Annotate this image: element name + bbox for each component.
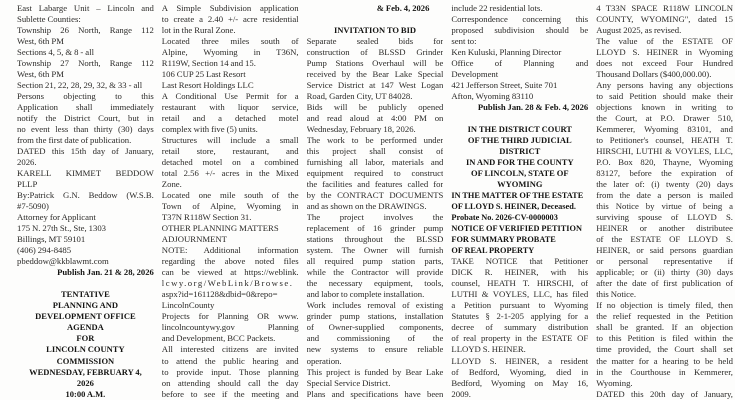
text-line: Alpine, Wyoming in T36N, xyxy=(161,47,299,58)
text-line: Sublette Counties: xyxy=(17,14,81,25)
text-line: PLANNING AND xyxy=(52,300,118,311)
text-line: Zone. xyxy=(161,179,182,190)
text-line: HEINER, or said persons guardian xyxy=(596,245,733,256)
text-line: after the date of first publication of xyxy=(596,278,733,289)
text-line: furnishing all labor, materials and xyxy=(306,157,444,168)
text-line: 4 T33N SPACE R118W LINCOLN xyxy=(596,3,733,13)
text-line: August 2025, as revised. xyxy=(596,25,682,36)
text-line: LINCOLN COUNTY xyxy=(46,344,125,355)
text-line: lot in the Rural Zone. xyxy=(161,25,236,36)
notice-invitation-to-bid xyxy=(307,3,444,400)
text-line: this Notice by virtue of being a xyxy=(596,201,733,212)
text-line: TENTATIVE xyxy=(60,289,110,300)
text-line: restaurant with liquor service, xyxy=(161,102,299,113)
text-line: Publish Jan. 28 & Feb. 4, 2026 xyxy=(477,102,589,113)
text-line: Sections 4, 5, & 8 - all xyxy=(17,47,94,58)
text-line: A Conditional Use Permit for a xyxy=(161,91,299,102)
text-line: Application shall immediately xyxy=(17,102,154,113)
text-line: WYOMING xyxy=(497,179,543,190)
text-line: TAKE NOTICE that Petitioner xyxy=(451,256,589,267)
text-line: to create a 2.40 +/- acre residential xyxy=(161,14,299,25)
text-line: by the CONTRACT DOCUMENTS xyxy=(306,190,444,201)
spacer xyxy=(17,278,154,289)
text-line: Last Resort Holdings LLC xyxy=(161,80,254,91)
text-line: (406) 294-8485 xyxy=(17,245,72,256)
spacer xyxy=(451,113,588,124)
text-line: All interested citizens are invited xyxy=(161,344,299,355)
text-line: a Petition pursuant to Wyoming xyxy=(451,300,589,311)
text-line: and read aloud at 4:00 PM on xyxy=(306,113,444,124)
text-line: LLOYD S. HEINER in Wyoming xyxy=(596,47,733,58)
text-line: 421 Jefferson Street, Suite 701 xyxy=(451,80,558,91)
text-line: OF LINCOLN, STATE OF xyxy=(471,168,569,179)
text-line: 2026. xyxy=(17,157,37,168)
spacer xyxy=(307,14,444,25)
text-line: and as shown on the DRAWINGS. xyxy=(306,201,427,212)
text-line: Separate sealed bids for xyxy=(306,36,444,47)
text-line: of Bedford, Wyoming, died in xyxy=(451,366,589,377)
text-line: regarding the above noted files xyxy=(161,256,299,267)
text-line: LincolnCounty xyxy=(161,300,215,311)
text-line: IN AND FOR THE COUNTY xyxy=(465,157,574,168)
text-line: PLLP xyxy=(17,179,38,190)
text-line: to said Petition should make their xyxy=(596,91,733,102)
text-line: Structures will include a small xyxy=(161,135,299,146)
text-line: proposed subdivision should be xyxy=(451,25,589,36)
text-line: Service District at 147 West Logan xyxy=(306,80,444,91)
text-line: Wyoming. xyxy=(596,377,633,388)
text-line: to provide input. Those planning xyxy=(161,366,299,377)
text-line: Probate No. 2026-CV-0000003 xyxy=(451,213,558,223)
text-line: to Petitioner's counsel, HEATH T. xyxy=(596,135,733,146)
text-line: Wednesday, February 18, 2026. xyxy=(306,124,416,135)
text-line: notify the District Court, but in xyxy=(17,113,154,124)
text-line: KARELL KIMMET BEDDOW xyxy=(17,168,154,179)
text-line: COMMISSION xyxy=(56,355,115,366)
text-line: all required pump station parts, xyxy=(306,256,444,267)
text-line: detached motel on a combined xyxy=(161,157,299,168)
text-line: complex with five (5) units. xyxy=(161,124,258,135)
notice-oil-gas-application xyxy=(17,3,154,400)
notice-planning-agenda-items xyxy=(162,3,299,400)
text-line: 2009. xyxy=(451,388,471,399)
text-line: Special Service District. xyxy=(306,377,391,388)
text-line: while the Contractor will provide xyxy=(306,267,444,278)
text-line: decree of summary distribution xyxy=(451,322,589,333)
text-line: of the ESTATE OF LLOYD S. xyxy=(596,234,733,245)
text-line: shall be granted. If an objection xyxy=(596,322,733,333)
text-line: If no objection is timely filed, then xyxy=(596,300,733,311)
text-line: FOR SUMMARY PROBATE xyxy=(451,235,556,245)
text-line: R119W, Section 14 and 15. xyxy=(161,58,256,69)
text-line: The value of the ESTATE OF xyxy=(596,36,733,47)
text-line: of real property in the ESTATE OF xyxy=(451,333,589,344)
text-line: Thousand Dollars ($400,000.00). xyxy=(596,69,712,80)
text-line: 175 N. 27th St., Ste, 1303 xyxy=(17,223,107,234)
text-line: surviving spouse of LLOYD S. xyxy=(596,212,733,223)
text-line: COUNTY, WYOMING", dated 15 xyxy=(596,14,733,25)
text-line: Located three miles south of xyxy=(161,36,299,47)
text-line: East Labarge Unit – Lincoln and xyxy=(17,3,154,13)
text-line: Office of Planning and xyxy=(451,58,589,69)
text-line: does not exceed Four Hundred xyxy=(596,58,733,69)
text-line: IN THE DISTRICT COURT xyxy=(467,124,572,135)
text-line: and labor to complete installation. xyxy=(306,289,425,300)
text-line: West, 6th PM xyxy=(17,69,64,80)
text-line: 10:00 A.M. xyxy=(65,388,106,399)
text-line: OTHER PLANNING MATTERS xyxy=(161,223,279,234)
text-line: lcwy.org/WebLink/Browse. xyxy=(161,278,294,289)
text-line: received by the Bear Lake Special xyxy=(306,69,444,80)
text-line: This project is funded by Bear Lake xyxy=(306,366,444,377)
text-line: and Development, BCC Packets. xyxy=(161,333,276,344)
text-line: Pump Stations Overhaul will be xyxy=(306,58,444,69)
text-line: the later of: (i) twenty (20) days xyxy=(596,179,733,190)
text-line: retail store, restaurant, and xyxy=(161,146,299,157)
text-line: new systems to ensure reliable xyxy=(306,344,444,355)
text-line: and commissioning of the xyxy=(306,333,444,344)
text-line: Any persons having any objections xyxy=(596,80,733,91)
text-line: DEVELOPMENT OFFICE xyxy=(35,311,136,322)
text-line: construction of BLSSD Grinder xyxy=(306,47,444,58)
text-line: pbeddow@kkblawmt.com xyxy=(17,256,109,267)
text-line: The work to be performed under xyxy=(306,135,444,146)
text-line: DISTRICT xyxy=(499,146,541,157)
text-line: Township 26 North, Range 112 xyxy=(17,25,154,36)
notice-estate-objections xyxy=(596,3,733,400)
text-line: stations throughout the BLSSD xyxy=(306,234,444,245)
text-line: INVITATION TO BID xyxy=(333,25,417,36)
text-line: Kemmerer, Wyoming 83101, and xyxy=(596,124,733,135)
text-line: ADJOURNMENT xyxy=(161,234,227,245)
text-line: Plans and specifications have been xyxy=(306,388,444,399)
text-line: Development xyxy=(451,69,499,80)
text-line: DATED this 20th day of January, xyxy=(596,388,733,399)
text-line: NOTE: Additional information xyxy=(161,245,299,256)
text-line: The project involves the xyxy=(306,212,444,223)
text-line: of Owner-supplied components, xyxy=(306,322,444,333)
text-line: Ken Kuluski, Planning Director xyxy=(451,47,562,58)
text-line: OF THE THIRD JUDICIAL xyxy=(467,135,572,146)
text-line: Billings, MT 59101 xyxy=(17,234,86,245)
text-line: grinder pump stations, installation xyxy=(306,311,444,322)
text-line: FOR xyxy=(76,333,95,344)
text-line: Township 27 North, Range 112 xyxy=(17,58,154,69)
text-line: By:Patrick G.N. Beddow (W.S.B. xyxy=(17,190,154,201)
text-line: LLOYD S. HEINER. xyxy=(451,344,526,355)
text-line: #7-5090) xyxy=(17,201,49,212)
text-line: Section 21, 22, 28, 29, 32, & 33 - all xyxy=(17,80,143,91)
text-line: Road, Garden City, UT 84028. xyxy=(306,91,413,102)
text-line: the Court, at P.O. Drawer 510, xyxy=(596,113,733,124)
text-line: Work includes removal of existing xyxy=(306,300,444,311)
text-line: no event less than thirty (30) days xyxy=(17,124,154,135)
text-line: Correspondence concerning this xyxy=(451,14,589,25)
text-line: time provided, the Court shall set xyxy=(596,344,733,355)
text-line: P.O. Box 820, Thayne, Wyoming xyxy=(596,157,733,168)
text-line: counsel, HEATH T. HIRSCHI, of xyxy=(451,278,589,289)
text-line: this project shall consist of xyxy=(306,146,444,157)
text-line: Afton, Wyoming 83110 xyxy=(451,91,534,102)
text-line: 83127, before the expiration of xyxy=(596,168,733,179)
text-line: in the Courthouse in Kemmerer, xyxy=(596,366,733,377)
text-line: Attorney for Applicant xyxy=(17,212,96,223)
text-line: IN THE MATTER OF THE ESTATE xyxy=(451,191,584,201)
text-line: aspx?id=161128&dbid=0&repo= xyxy=(161,289,278,300)
text-line: West, 6th PM xyxy=(17,36,64,47)
text-line: the necessary equipment, tools, xyxy=(306,278,444,289)
text-line: & Feb. 4, 2026 xyxy=(376,3,430,13)
text-line: to this Petition is filed within the xyxy=(596,333,733,344)
text-line: objections known in writing to xyxy=(596,102,733,113)
text-line: equipment required to construct xyxy=(306,168,444,179)
text-line: Persons objecting to this xyxy=(17,91,154,102)
text-line: HIRSCHI, LUTHI & VOYLES, LLC, xyxy=(596,146,733,157)
text-line: the relief requested in the Petition xyxy=(596,311,733,322)
text-line: AGENDA xyxy=(66,322,104,333)
text-line: LLOYD S. HEINER, a resident xyxy=(451,355,589,366)
text-line: replacement of 16 grinder pump xyxy=(306,223,444,234)
text-line: OF REAL PROPERTY xyxy=(451,246,535,256)
text-line: 2026 xyxy=(76,377,94,388)
text-line: Town of Alpine, Wyoming in xyxy=(161,201,299,212)
text-line: before to see if the meeting and xyxy=(161,388,299,399)
notice-district-court-petition xyxy=(451,3,588,400)
text-line: operation. xyxy=(306,355,342,366)
text-line: Bedford, Wyoming on May 16, xyxy=(451,377,589,388)
text-line: Projects for Planning OR www. xyxy=(161,311,299,322)
text-line: A Simple Subdivision application xyxy=(161,3,299,13)
text-line: WEDNESDAY, FEBRUARY 4, xyxy=(29,366,142,377)
text-line: Bids will be publicly opened xyxy=(306,102,444,113)
text-line: this Notice. xyxy=(596,289,637,300)
text-line: DICK R. HEINER, with his xyxy=(451,267,589,278)
text-line: on attending should call the day xyxy=(161,377,299,388)
text-line: OF LLOYD S. HEINER, Deceased. xyxy=(451,202,576,212)
text-line: sent to: xyxy=(451,36,477,47)
text-line: retail and a detached motel xyxy=(161,113,299,124)
text-line: from the first date of publication. xyxy=(17,135,132,146)
text-line: LUTHI & VOYLES, LLC, has filed xyxy=(451,289,589,300)
text-line: lincolncountywy.gov Planning xyxy=(161,322,299,333)
text-line: system. The Owner will furnish xyxy=(306,245,444,256)
text-line: applicable; or (ii) thirty (30) days xyxy=(596,267,733,278)
text-line: Located one mile south of the xyxy=(161,190,299,201)
text-line: include 22 residential lots. xyxy=(451,3,543,13)
text-line: HEINER or another distributee xyxy=(596,223,733,234)
text-line: T37N R118W Section 31. xyxy=(161,212,252,223)
text-line: can be viewed at https://weblink. xyxy=(161,267,299,278)
text-line: to attend the public hearing and xyxy=(161,355,299,366)
text-line: Publish Jan. 21 & 28, 2026 xyxy=(57,267,154,278)
text-line: total 2.56 +/- acres in the Mixed xyxy=(161,168,299,179)
text-line: or personal representative if xyxy=(596,256,733,267)
text-line: from the date a person is mailed xyxy=(596,190,733,201)
text-line: Statutes § 2-1-205 applying for a xyxy=(451,311,589,322)
text-line: DATED this 15th day of January, xyxy=(17,146,154,157)
text-line: the matter for a hearing to be held xyxy=(596,355,733,366)
text-line: the facilities and features called for xyxy=(306,179,444,190)
text-line: NOTICE OF VERIFIED PETITION xyxy=(451,224,582,234)
text-line: 106 CUP 25 Last Resort xyxy=(161,69,246,80)
